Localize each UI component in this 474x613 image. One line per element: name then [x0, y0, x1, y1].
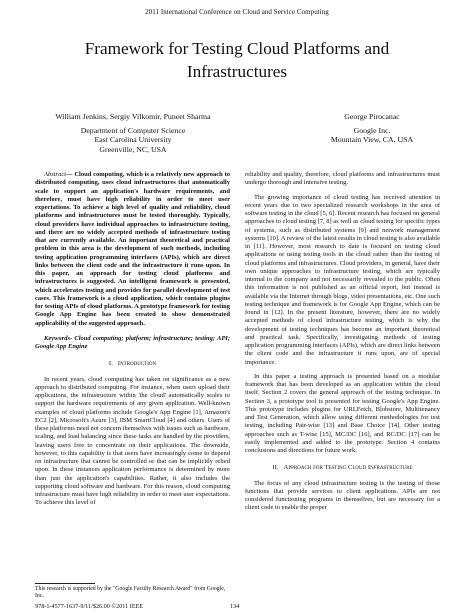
page-number: 134: [230, 603, 240, 610]
author-block-left: [28, 112, 238, 154]
author-block-right: [287, 112, 457, 145]
footnote: This research is supported by the "Google Faculty Research Award" from Google, Inc.: [35, 586, 226, 599]
section-number: I.: [108, 360, 113, 368]
section-title: Introduction: [117, 360, 157, 368]
author-dept-left: Department of Computer Science: [80, 125, 186, 135]
paper-title: [40, 37, 434, 83]
paragraph-approach: The focus of any cloud infrastructure testing is the testing of those functions that provide services to client applications. APIs are not considered functioning programs in themselves, but are necessary for a client code to enable the proper: [245, 479, 440, 512]
intro-paragraph: In recent years, cloud computing has taken on significance as a new approach to distributed computing. For instance, when users upload their applications, the infrastructure within 'the cloud' automatically scales to support the hardware requirements of any given application. Well-known examples of cloud platforms include Google's App Engine [1], Amazon's EC2 [2], Microsoft's Azure [3], IBM SmartCloud [4] and others. Users of these platforms need not concern themselves with issues such as hardware, scaling, and load balancing since these tasks are handled by the providers, leaving users free to concentrate on their applications. The downside, however, to this capability is that users have increasingly come to depend on infrastructure that cannot be controlled or that can be implicitly relied upon. In these instances application performance is determined by more than just the application's capabilities. Rather, it also includes the supporting cloud software and hardware. For this reason, cloud computing infrastructure must have high reliability in order to meet user expectations. To achieve this level of: [35, 375, 230, 507]
section-heading-introduction: [35, 360, 230, 368]
author-loc-left: Greenville, NC, USA: [99, 144, 167, 154]
left-column: [35, 171, 230, 508]
paragraph-continued: reliability and quality, therefore, cloud platforms and infrastructures must undergo thorough and intensive testing.: [245, 171, 440, 187]
right-column: [245, 171, 440, 513]
abstract-text: — Cloud computing, which is a relatively new approach to distributed computing, uses cloud infrastructures that automatically scale to support an application's hardware requirements, and therefore, must have high reliability in order to meet user expectations. To achieve a high level of quality and reliability, cloud platforms and infrastructures must be tested thoroughly. Typically, cloud providers have individual approaches to infrastructure testing, and there are no widely accepted methods of infrastructure testing that are currently available. An important theoretical and practical problem in this area is the development of such methods, including testing application programming interfaces (APIs), which are direct links between the client code and the infrastructure it runs upon. In this paper, an approach for testing cloud platforms and infrastructures is suggested. An intelligent framework is presented, which accelerates testing and provides for parallel development of test cases. This framework is a cloud application, which contains plugins for testing APIs of cloud platforms. A prototype framework for testing Google App Engine has been created to show demonstrated applicability of the suggested approach.: [35, 171, 230, 327]
section-title: Approach for Testing Cloud Infrastructure: [283, 464, 413, 472]
section-heading-approach: [245, 464, 440, 472]
author-names-right: George Pirocanac: [344, 112, 400, 121]
conference-header: 2011 International Conference on Cloud and Service Computing: [145, 8, 329, 16]
abstract-label: Abstract: [44, 171, 67, 178]
title-line-2: Infrastructures: [186, 62, 288, 81]
author-names-left: William Jenkins, Sergiy Vilkomir, Puneet Sharma: [55, 112, 211, 121]
section-number: II.: [272, 464, 279, 472]
footnote-rule: [35, 583, 95, 584]
paragraph-paper-outline: In this paper a testing approach is presented based on a modular framework that has been developed as an application within the cloud itself. Section 2 covers the general approach of the testing technique. In Section 3, a prototype tool is presented for testing Google's App Engine. This prototype includes plugins for URLFetch, Blobstore, Multitenancy and Test Generation, which allow using different methodologies for test testing, including Pair-wise [13] and Base Choice [14]. Other testing approaches such as T-wise [15], MC/DC [16], and RC/DC [17] can be easily implemented and added to the prototype. Section 4 contains conclusions and directions for future work.: [245, 372, 440, 454]
paragraph-related-work: The growing importance of cloud testing has received attention in recent years due to two specialized research workshops in the area of software testing in the cloud [5, 6]. Recent research has focused on general approaches to cloud testing [7, 8] as well as cloud testing for specific types of systems, such as distributed systems [9] and network management systems [10]. A review of the latest results in cloud testing is also available in [11]. However, most research to date is focused on testing cloud applications or using testing tools in the cloud rather than the testing of cloud platforms and infrastructures. Cloud providers, in general, have their own unique approaches to infrastructure testing, which are typically internal to the company and not necessarily revealed to the public. Often this information is not published as an official report, but instead is available via the Internet through blogs, video presentations, etc. One such testing technique and framework is for Google App Engine, which can be found in [12]. In the present literature, however, there are no widely accepted methods of cloud infrastructure testing, which is why the development of testing techniques has become an important theoretical and practical task. Specifically, investigating methods of testing application programming interfaces (APIs), which are direct links between the client code and the infrastructure it runs upon, are of special importance.: [245, 193, 440, 366]
author-org-right: Google Inc.: [353, 125, 391, 135]
abstract: [35, 171, 230, 328]
isbn-footer: 978-1-4577-1637-9/11/$26.00 ©2011 IEEE: [35, 603, 144, 610]
keywords: Keywords- Cloud computing; platform; infrastructure; testing; API; Google App Engine: [35, 334, 230, 350]
title-line-1: Framework for Testing Cloud Platforms and: [84, 39, 390, 58]
author-loc-right: Mountain View, CA, USA: [330, 135, 414, 145]
author-org-left: East Carolina University: [94, 135, 172, 145]
